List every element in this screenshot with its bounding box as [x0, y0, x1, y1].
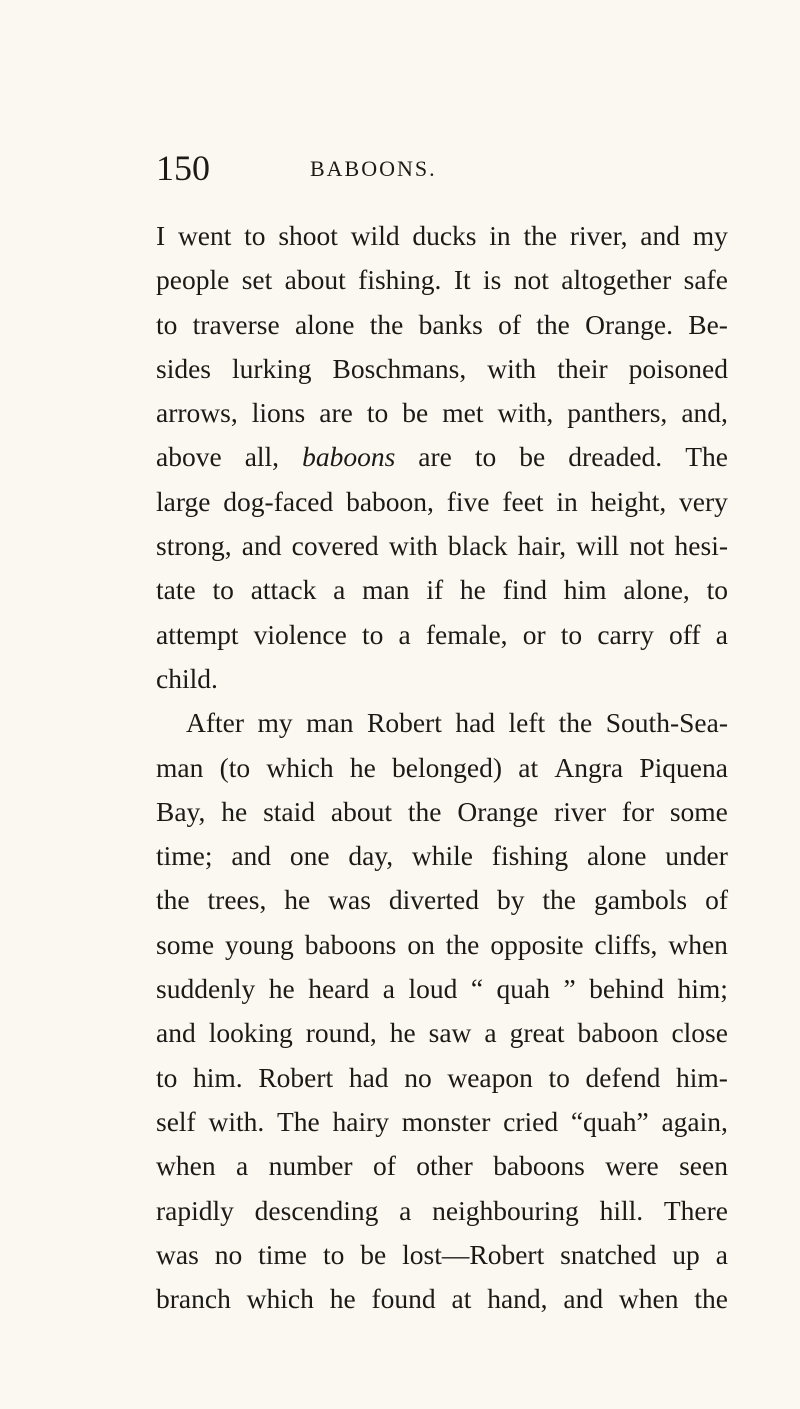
word: again, — [661, 1105, 728, 1137]
word: while — [411, 840, 473, 872]
word: a — [715, 1238, 728, 1270]
word: for — [621, 795, 654, 827]
word: altogether — [561, 264, 672, 296]
word: up — [672, 1238, 700, 1270]
text-line — [156, 834, 728, 878]
word: no — [404, 1061, 432, 1093]
text-line — [156, 746, 728, 790]
text-line — [156, 1189, 728, 1233]
word: looking — [208, 1017, 293, 1049]
word: Angra — [554, 751, 624, 783]
text-line — [156, 1277, 728, 1321]
word: defend — [585, 1061, 661, 1093]
word: traverse — [192, 308, 280, 340]
word: heard — [308, 973, 370, 1005]
word: in — [489, 220, 511, 251]
word: fishing. — [358, 264, 442, 296]
word: to — [156, 1061, 178, 1093]
word: river — [554, 795, 607, 827]
word: baboons — [304, 928, 397, 960]
word: ducks — [412, 220, 477, 251]
word: with — [487, 352, 537, 384]
word: “ — [470, 973, 484, 1005]
word: loud — [408, 973, 458, 1005]
word: to — [366, 397, 389, 429]
text-line — [156, 1056, 728, 1100]
word: man — [156, 751, 204, 783]
word: when — [618, 1283, 679, 1315]
word: him- — [676, 1061, 728, 1093]
word: find — [502, 574, 547, 606]
word: height, — [590, 485, 667, 517]
word: There — [663, 1194, 728, 1226]
word: Bay, — [156, 795, 206, 827]
word: hand, — [487, 1283, 548, 1315]
word: covered — [291, 530, 379, 562]
word: some — [156, 928, 215, 960]
word: river, — [569, 220, 628, 251]
word: “quah” — [570, 1105, 649, 1137]
word: safe — [683, 264, 728, 296]
word: weapon — [447, 1061, 533, 1093]
text-line — [156, 568, 728, 612]
word: my — [692, 220, 728, 251]
word: hairy — [332, 1105, 390, 1137]
word: tate — [156, 574, 196, 606]
word: at — [518, 751, 539, 783]
text-line — [156, 524, 728, 568]
word: under — [665, 840, 728, 872]
word: Boschmans, — [332, 352, 467, 384]
italic-word: baboons — [302, 441, 396, 473]
word: belonged) — [392, 751, 503, 783]
word: baboon, — [346, 485, 434, 517]
word: a — [398, 618, 411, 650]
word: to — [706, 574, 728, 606]
text-line — [156, 790, 728, 834]
word: young — [225, 928, 294, 960]
word: the — [523, 220, 558, 251]
word: The — [276, 1105, 320, 1137]
word: carry — [597, 618, 654, 650]
word: poisoned — [628, 352, 728, 384]
word: and — [640, 220, 680, 251]
word: a — [399, 1194, 412, 1226]
word: baboon — [577, 1017, 659, 1049]
word: lions — [251, 397, 306, 429]
word: was — [328, 884, 371, 916]
word: hesi- — [674, 530, 728, 562]
running-title: BABOONS. — [310, 156, 437, 181]
word: he — [329, 1283, 356, 1315]
word: of — [372, 1150, 396, 1182]
word: dreaded. — [568, 441, 663, 473]
word: when — [156, 1150, 216, 1182]
text-line — [156, 1144, 728, 1188]
word: he — [284, 884, 311, 916]
word: set — [241, 264, 273, 296]
word: self — [156, 1105, 196, 1137]
word: a — [484, 1017, 497, 1049]
word: lurking — [232, 352, 312, 384]
word: branch — [156, 1283, 231, 1315]
word: he — [389, 1017, 416, 1049]
word: diverted — [388, 884, 480, 916]
text-line — [156, 1100, 728, 1144]
word: alone — [294, 308, 355, 340]
word: and, — [681, 397, 728, 429]
word: I — [156, 220, 166, 251]
text-line — [156, 435, 728, 479]
word: not — [513, 264, 549, 296]
word: close — [671, 1017, 728, 1049]
word: which — [246, 1283, 314, 1315]
word: child. — [156, 662, 218, 694]
word: Robert — [366, 707, 442, 739]
word: on — [407, 928, 435, 960]
word: violence — [253, 618, 347, 650]
word: lost—Robert — [402, 1238, 545, 1270]
word: will — [576, 530, 620, 562]
text-line — [156, 923, 728, 967]
word: at — [451, 1283, 472, 1315]
word: other — [416, 1150, 473, 1182]
word: the — [156, 884, 190, 916]
word: large — [156, 485, 211, 517]
word: and — [156, 1017, 196, 1049]
word: in — [556, 485, 578, 517]
word: black — [447, 530, 508, 562]
word: a — [333, 574, 346, 606]
word: Be- — [688, 308, 728, 340]
word: and — [563, 1283, 604, 1315]
word: female, — [425, 618, 508, 650]
word: very — [679, 485, 728, 517]
word: time; — [156, 840, 213, 872]
word: went — [177, 220, 232, 251]
word: attempt — [156, 618, 239, 650]
word: to — [361, 618, 384, 650]
word: man — [362, 574, 410, 606]
word: with, — [497, 397, 554, 429]
word: their — [557, 352, 608, 384]
word: my — [257, 707, 293, 739]
word: of — [498, 308, 522, 340]
word: which — [266, 751, 334, 783]
word: he — [221, 795, 248, 827]
word: wild — [350, 220, 400, 251]
word: trees, — [207, 884, 267, 916]
word: cried — [503, 1105, 559, 1137]
text-line — [156, 303, 728, 347]
word: five — [446, 485, 490, 517]
word: neighbouring — [432, 1194, 579, 1226]
word: the — [542, 884, 576, 916]
word: fishing — [491, 840, 569, 872]
word: about — [284, 264, 346, 296]
word: no — [214, 1238, 243, 1270]
word: hill. — [599, 1194, 644, 1226]
word: Orange. — [585, 308, 673, 340]
word: shoot — [278, 220, 338, 251]
text-line — [156, 701, 728, 745]
word: him. — [193, 1061, 243, 1093]
word: South-Sea- — [605, 707, 728, 739]
word: above — [156, 441, 222, 473]
word: (to — [219, 751, 251, 783]
word: be — [360, 1238, 387, 1270]
text-line — [156, 613, 728, 657]
word: great — [509, 1017, 565, 1049]
word: to — [156, 308, 178, 340]
word: about — [330, 795, 392, 827]
word: monster — [401, 1105, 491, 1137]
word: had — [348, 1061, 389, 1093]
word: of — [705, 884, 728, 916]
word: banks — [418, 308, 483, 340]
word: behind — [589, 973, 664, 1005]
word: day, — [348, 840, 394, 872]
word: Piquena — [639, 751, 728, 783]
word: The — [685, 441, 728, 473]
text-line — [156, 967, 728, 1011]
word: if — [426, 574, 444, 606]
word: and — [231, 840, 272, 872]
word: the — [694, 1283, 728, 1315]
text-line — [156, 878, 728, 922]
word: people — [156, 264, 230, 296]
word: with. — [208, 1105, 265, 1137]
word: found — [371, 1283, 436, 1315]
word: to — [244, 220, 266, 251]
body-text — [156, 214, 728, 1321]
word: the — [407, 795, 442, 827]
word: are — [319, 397, 353, 429]
word: is — [483, 264, 502, 296]
word: alone — [586, 840, 647, 872]
word: to — [548, 1061, 570, 1093]
word: It — [453, 264, 471, 296]
text-line — [156, 214, 728, 258]
word: all, — [244, 441, 280, 473]
word: ” — [563, 973, 576, 1005]
word: round, — [305, 1017, 377, 1049]
word: to — [474, 441, 497, 473]
word: alone, — [623, 574, 690, 606]
word: him; — [677, 973, 728, 1005]
word: a — [235, 1150, 249, 1182]
word: him — [563, 574, 607, 606]
word: was — [156, 1238, 199, 1270]
word: he — [268, 973, 295, 1005]
text-line — [156, 657, 728, 701]
word: cliffs, — [594, 928, 658, 960]
word: had — [455, 707, 496, 739]
word: the — [445, 928, 480, 960]
word: sides — [156, 352, 211, 384]
word: time — [258, 1238, 308, 1270]
page-number: 150 — [156, 148, 210, 188]
word: and — [241, 530, 282, 562]
word: attack — [250, 574, 317, 606]
word: panthers, — [567, 397, 668, 429]
word: snatched — [560, 1238, 657, 1270]
text-line — [156, 1011, 728, 1055]
word: saw — [428, 1017, 472, 1049]
word: met — [442, 397, 484, 429]
word: quah — [496, 973, 550, 1005]
word: baboons — [493, 1150, 585, 1182]
word: Robert — [258, 1061, 334, 1093]
word: man — [306, 707, 354, 739]
text-line — [156, 347, 728, 391]
text-line — [156, 258, 728, 302]
word: he — [349, 751, 376, 783]
word: a — [382, 973, 395, 1005]
word: some — [669, 795, 728, 827]
word: he — [459, 574, 486, 606]
word: feet — [502, 485, 544, 517]
running-head — [156, 148, 726, 188]
word: be — [519, 441, 546, 473]
word: descending — [254, 1194, 379, 1226]
text-line — [156, 480, 728, 524]
word: seen — [679, 1150, 728, 1182]
word: arrows, — [156, 397, 238, 429]
word: a — [715, 618, 728, 650]
word: opposite — [490, 928, 584, 960]
word: one — [289, 840, 330, 872]
word: the — [558, 707, 593, 739]
word: number — [268, 1150, 353, 1182]
word: dog-faced — [223, 485, 334, 517]
word: to — [560, 618, 583, 650]
word: After — [186, 707, 245, 739]
word: strong, — [156, 530, 232, 562]
word: suddenly — [156, 973, 256, 1005]
word: to — [322, 1238, 345, 1270]
word: are — [418, 441, 452, 473]
text-line — [156, 391, 728, 435]
word: when — [668, 928, 728, 960]
word: gambols — [593, 884, 688, 916]
word: staid — [263, 795, 316, 827]
word: the — [536, 308, 570, 340]
word: or — [522, 618, 546, 650]
word: left — [508, 707, 546, 739]
word: were — [605, 1150, 659, 1182]
word: not — [629, 530, 665, 562]
word: rapidly — [156, 1194, 234, 1226]
word: be — [402, 397, 429, 429]
word: by — [496, 884, 525, 916]
word: Orange — [457, 795, 539, 827]
word: with — [388, 530, 438, 562]
word: off — [668, 618, 701, 650]
word: hair, — [517, 530, 567, 562]
text-line — [156, 1233, 728, 1277]
word: the — [369, 308, 404, 340]
word: to — [212, 574, 234, 606]
